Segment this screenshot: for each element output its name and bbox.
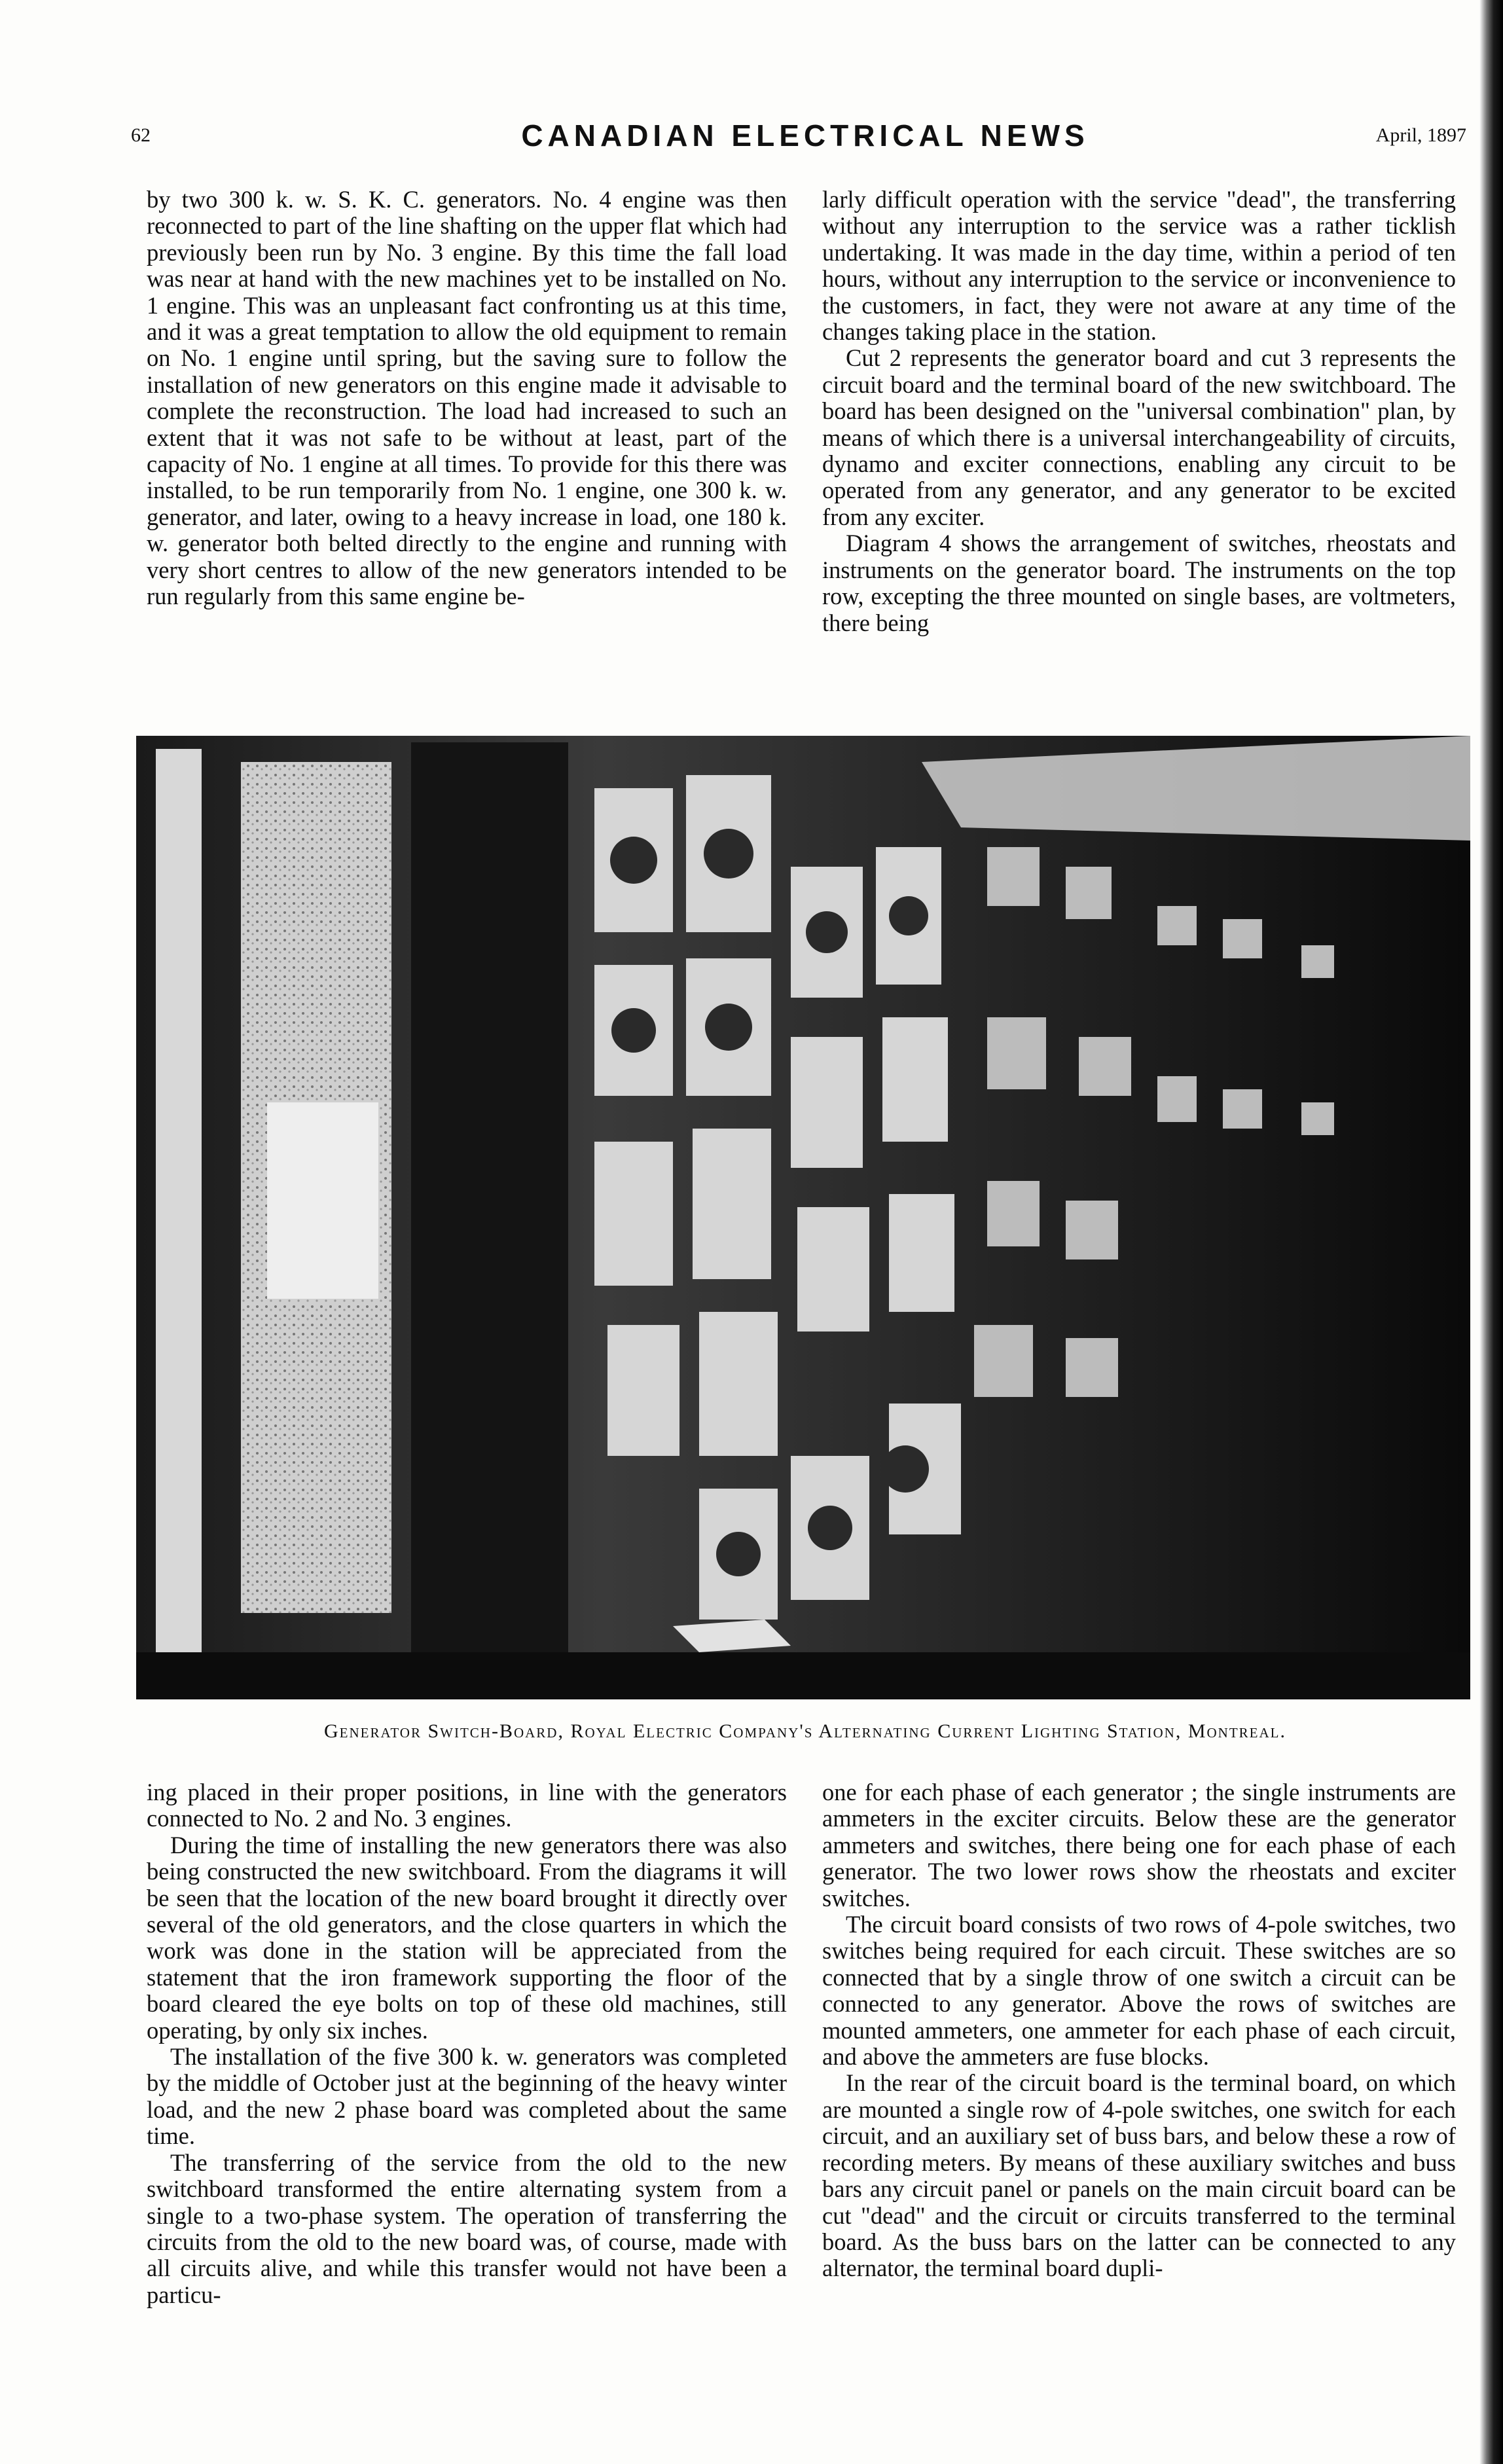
paragraph: one for each phase of each generator ; the single instruments are ammeters in the exciter circuits. Below these are the generator ammeters and switches, there being one for each phase of each generator. The two lower rows show the rheostats and exciter switches. [822,1779,1456,1911]
article-column-bottom-left [147,1779,787,2308]
photograph-image [136,736,1470,1699]
page-header [131,118,1479,157]
paragraph: ing placed in their proper positions, in line with the generators connected to No. 2 and No. 3 engines. [147,1779,787,1832]
publication-title: CANADIAN ELECTRICAL NEWS [521,118,1089,153]
paragraph: Cut 2 represents the generator board and cut 3 represents the circuit board and the terminal board of the new switchboard. The board has been designed on the "universal combination" plan, by means of which there is a universal interchangeability of circuits, dynamo and exciter connections, enabling any circuit to be operated from any generator, and any generator to be excited from any exciter. [822,344,1456,530]
paragraph: In the rear of the circuit board is the terminal board, on which are mounted a single row of 4-pole switches, one switch for each circuit, and an auxiliary set of buss bars, and below these a row of recording meters. By means of these auxiliary switches and buss bars any circuit panel or panels on the main circuit board can be cut "dead" and the circuit or circuits transferred to the terminal board. As the buss bars on the latter can be connected to any alternator, the terminal board dupli- [822,2069,1456,2282]
photo-caption: Generator Switch-Board, Royal Electric Company's Alternating Current Lighting Station, Montreal. [324,1720,1286,1742]
paragraph: Diagram 4 shows the arrangement of switches, rheostats and instruments on the generator board. The instruments on the top row, excepting the three mounted on single bases, are voltmeters, there being [822,530,1456,636]
switchboard-photograph [136,736,1470,1699]
page-scan-edge [1479,0,1503,2464]
page-number: 62 [131,124,151,146]
paragraph: The transferring of the service from the old to the new switchboard transformed the entire alternating system from a single to a two-phase system. The operation of transferring the circuits from the old to the new board was, of course, made with all circuits alive, and while this transfer would not have been a particu- [147,2148,787,2308]
article-column-bottom-right [822,1779,1456,2282]
paragraph: The circuit board consists of two rows of 4-pole switches, two switches being required for each circuit. These switches are so connected that by a single throw of one switch a circuit can be connected to any generator. Above the rows of switches are mounted ammeters, one ammeter for each phase of each circuit, and above the ammeters are fuse blocks. [822,1911,1456,2071]
paragraph: The installation of the five 300 k. w. generators was completed by the middle of October just at the beginning of the heavy winter load, and the new 2 phase board was completed about the same time. [147,2043,787,2150]
paragraph: larly difficult operation with the service "dead", the transferring without any interruption to the service was a rather ticklish undertaking. It was made in the day time, within a period of ten hours, without any interruption to the service or inconvenience to the customers, in fact, they were not aware at any time of the changes taking place in the station. [822,186,1456,346]
article-column-top-left [147,187,787,610]
issue-date: April, 1897 [1375,124,1466,146]
paragraph: During the time of installing the new generators there was also being constructed the new switchboard. From the diagrams it will be seen that the location of the new board brought it directly over several of the old generators, and the close quarters in which the work was done in the station will be appreciated from the statement that the iron framework supporting the floor of the board cleared the eye bolts on top of these old machines, still operating, by only six inches. [147,1831,787,2044]
article-column-top-right [822,187,1456,636]
paragraph: by two 300 k. w. S. K. C. generators. No. 4 engine was then reconnected to part of the line shafting on the upper flat which had previously been run by No. 3 engine. By this time the fall load was near at hand with the new machines yet to be installed on No. 1 engine. This was an unpleasant fact confronting us at this time, and it was a great temptation to allow the old equipment to remain on No. 1 engine until spring, but the saving sure to follow the installation of new generators on this engine made it advisable to complete the reconstruction. The load had increased to such an extent that it was not safe to be without at least, part of the capacity of No. 1 engine at all times. To provide for this there was installed, to be run temporarily from No. 1 engine, one 300 k. w. generator, and later, owing to a heavy increase in load, one 180 k. w. generator both belted directly to the engine and running with very short centres to allow of the new generators intended to be run regularly from this same engine be- [147,186,787,610]
